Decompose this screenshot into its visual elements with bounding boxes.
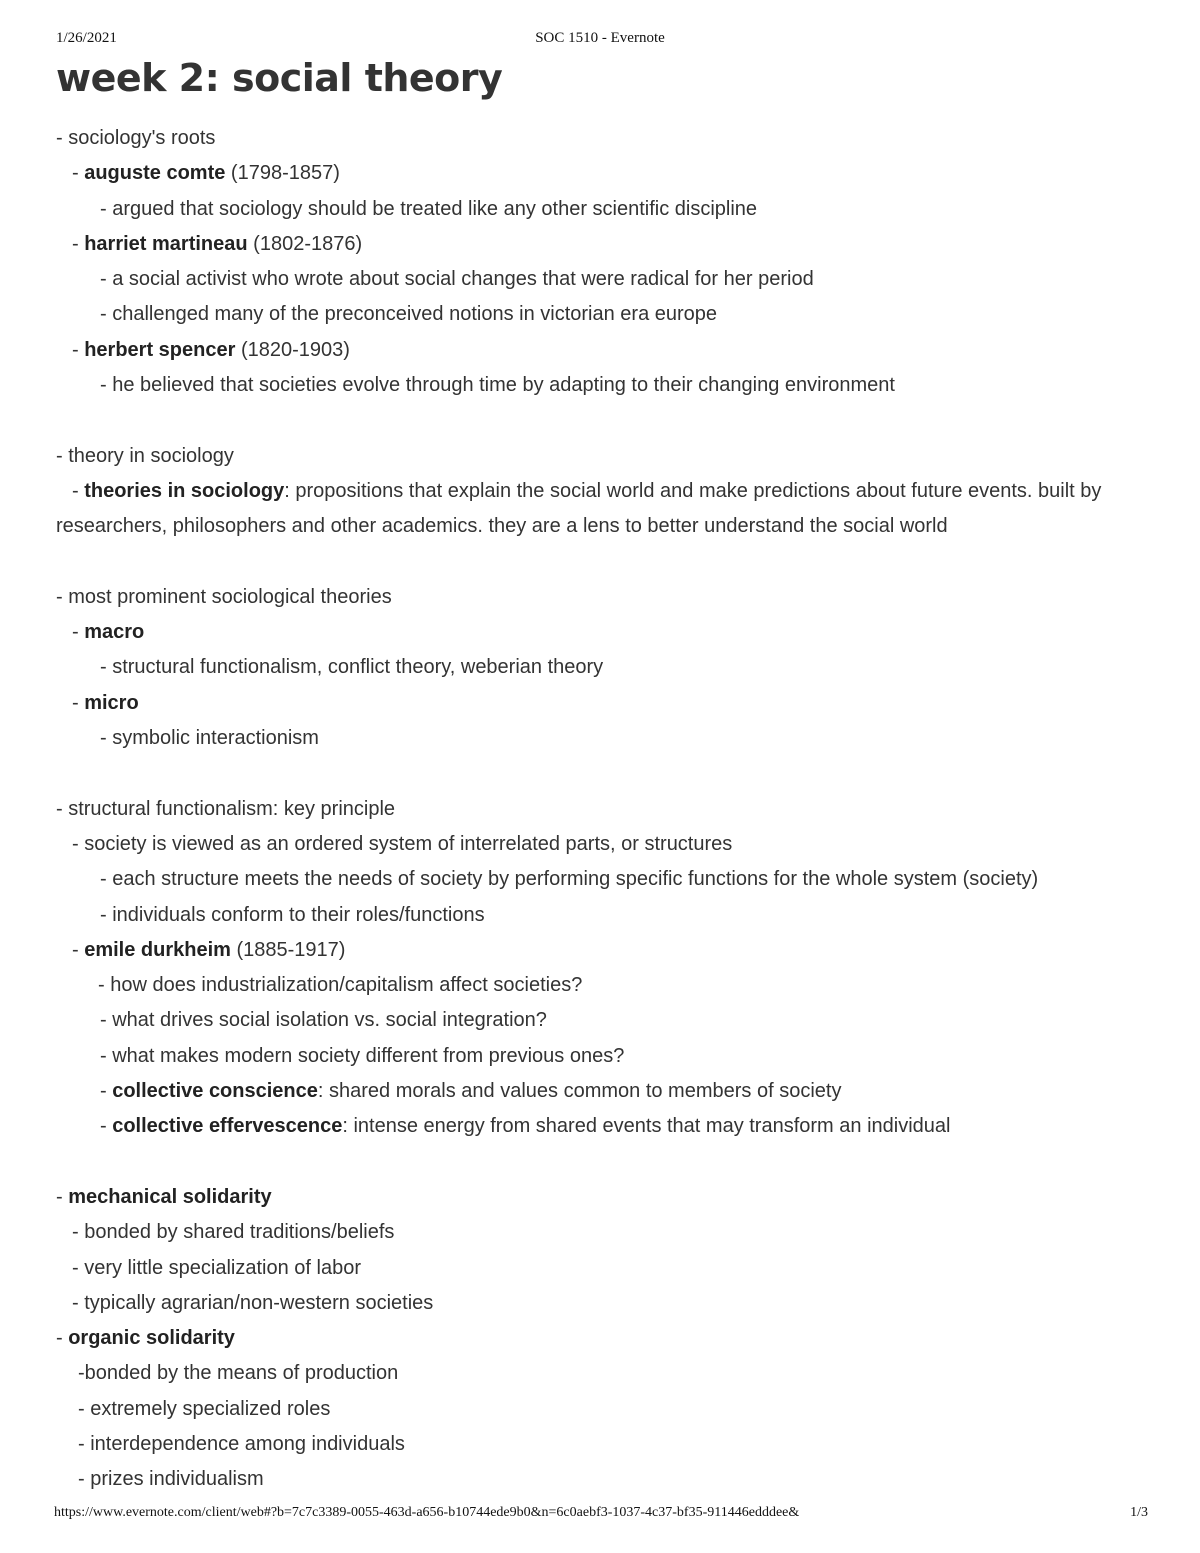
note-line bbox=[56, 686, 1156, 721]
note-title: week 2: social theory bbox=[56, 56, 503, 100]
note-line bbox=[56, 227, 1156, 262]
note-line bbox=[56, 933, 1156, 968]
note-text: - sociology's roots bbox=[56, 127, 216, 149]
note-text: - individuals conform to their roles/functions bbox=[100, 903, 485, 926]
note-line bbox=[56, 297, 1156, 332]
note-text: - extremely specialized roles bbox=[78, 1397, 331, 1420]
note-line bbox=[56, 156, 1156, 191]
note-text: - argued that sociology should be treated like any other scientific discipline bbox=[100, 197, 758, 220]
print-header-title: SOC 1510 - Evernote bbox=[535, 30, 665, 46]
note-text: - bbox=[72, 621, 85, 644]
note-body bbox=[56, 121, 1156, 1498]
note-line bbox=[56, 1321, 1156, 1356]
note-line bbox=[56, 862, 1156, 897]
note-text: - bbox=[72, 338, 85, 361]
blank-line bbox=[56, 1145, 1156, 1180]
note-text: (1798-1857) bbox=[225, 162, 340, 185]
note-line bbox=[56, 968, 1156, 1003]
note-text: - prizes individualism bbox=[78, 1468, 264, 1491]
bold-term: auguste comte bbox=[84, 162, 226, 185]
note-text: - bbox=[72, 479, 85, 502]
blank-line bbox=[56, 545, 1156, 580]
note-line bbox=[56, 1392, 1156, 1427]
note-line bbox=[56, 439, 1156, 474]
print-footer-url: https://www.evernote.com/client/web#?b=7c7c3389-0055-463d-a656-b10744ede9b0&n=6c0aebf3-1037-4c37-bf35-911446edddee& bbox=[54, 1505, 800, 1520]
note-line bbox=[56, 1180, 1156, 1215]
note-text: - what makes modern society different from previous ones? bbox=[100, 1044, 625, 1067]
note-text: - what drives social isolation vs. social integration? bbox=[100, 1009, 547, 1032]
bold-term: mechanical solidarity bbox=[68, 1185, 272, 1208]
note-text: : shared morals and values common to members of society bbox=[317, 1080, 842, 1103]
bold-term: collective conscience bbox=[112, 1080, 318, 1103]
note-text: - theory in sociology bbox=[56, 444, 234, 467]
bold-term: collective effervescence bbox=[112, 1115, 343, 1138]
note-line bbox=[56, 262, 1156, 297]
note-text: - bonded by shared traditions/beliefs bbox=[72, 1221, 395, 1244]
note-text: - structural functionalism, conflict theory, weberian theory bbox=[100, 656, 604, 679]
note-line bbox=[56, 1039, 1156, 1074]
note-text: - each structure meets the needs of society by performing specific functions for the whole system (society) bbox=[100, 868, 1039, 891]
note-text: - bbox=[100, 1115, 113, 1138]
note-line bbox=[56, 333, 1156, 368]
bold-term: micro bbox=[84, 691, 139, 714]
note-line bbox=[56, 1109, 1156, 1144]
note-line bbox=[56, 1356, 1156, 1391]
note-line bbox=[56, 721, 1156, 756]
note-line bbox=[56, 1215, 1156, 1250]
note-text: - bbox=[72, 938, 85, 961]
note-line bbox=[56, 368, 1156, 403]
note-text: : propositions that explain the social world and make predictions about future events. built by researchers, philosophers and other academics. they are a lens to better understand the social world bbox=[56, 479, 1102, 538]
print-date: 1/26/2021 bbox=[56, 30, 117, 46]
note-line bbox=[56, 792, 1156, 827]
note-line bbox=[56, 898, 1156, 933]
note-text: (1820-1903) bbox=[235, 338, 350, 361]
note-line bbox=[56, 1427, 1156, 1462]
bold-term: macro bbox=[84, 621, 145, 644]
note-line bbox=[56, 827, 1156, 862]
note-line bbox=[56, 474, 1156, 545]
note-text: - structural functionalism: key principle bbox=[56, 797, 396, 820]
note-text: - a social activist who wrote about social changes that were radical for her period bbox=[100, 268, 814, 291]
blank-line bbox=[56, 756, 1156, 791]
note-line bbox=[56, 1251, 1156, 1286]
note-text: - bbox=[72, 232, 85, 255]
page-number: 1/3 bbox=[1130, 1505, 1148, 1520]
note-text: (1885-1917) bbox=[230, 938, 346, 961]
note-text: - bbox=[72, 162, 85, 185]
note-text: - symbolic interactionism bbox=[100, 727, 319, 750]
note-text: - society is viewed as an ordered system of interrelated parts, or structures bbox=[72, 832, 733, 855]
note-text: - bbox=[72, 691, 85, 714]
note-text: - most prominent sociological theories bbox=[56, 585, 392, 608]
note-line bbox=[56, 1074, 1156, 1109]
bold-term: herbert spencer bbox=[84, 338, 236, 361]
note-line bbox=[56, 650, 1156, 685]
bold-term: harriet martineau bbox=[84, 232, 248, 255]
note-text: - typically agrarian/non-western societies bbox=[72, 1291, 434, 1314]
note-text: - he believed that societies evolve through time by adapting to their changing environment bbox=[100, 374, 895, 397]
note-text: - how does industrialization/capitalism affect societies? bbox=[98, 974, 583, 997]
note-text: - challenged many of the preconceived notions in victorian era europe bbox=[100, 303, 718, 326]
note-text: (1802-1876) bbox=[247, 232, 363, 255]
bold-term: organic solidarity bbox=[68, 1327, 235, 1350]
bold-term: emile durkheim bbox=[84, 938, 231, 961]
note-line bbox=[56, 1462, 1156, 1497]
note-text: - bbox=[56, 1185, 69, 1208]
note-text: - bbox=[56, 1327, 69, 1350]
note-line bbox=[56, 580, 1156, 615]
note-text: - very little specialization of labor bbox=[72, 1256, 362, 1279]
blank-line bbox=[56, 403, 1156, 438]
note-text: - interdependence among individuals bbox=[78, 1432, 405, 1455]
note-line bbox=[56, 121, 1156, 156]
note-text: -bonded by the means of production bbox=[78, 1362, 399, 1385]
note-line bbox=[56, 1003, 1156, 1038]
note-text: : intense energy from shared events that may transform an individual bbox=[342, 1115, 951, 1138]
note-text: - bbox=[100, 1080, 113, 1103]
bold-term: theories in sociology bbox=[84, 479, 285, 502]
note-line bbox=[56, 1286, 1156, 1321]
note-line bbox=[56, 615, 1156, 650]
note-line bbox=[56, 192, 1156, 227]
